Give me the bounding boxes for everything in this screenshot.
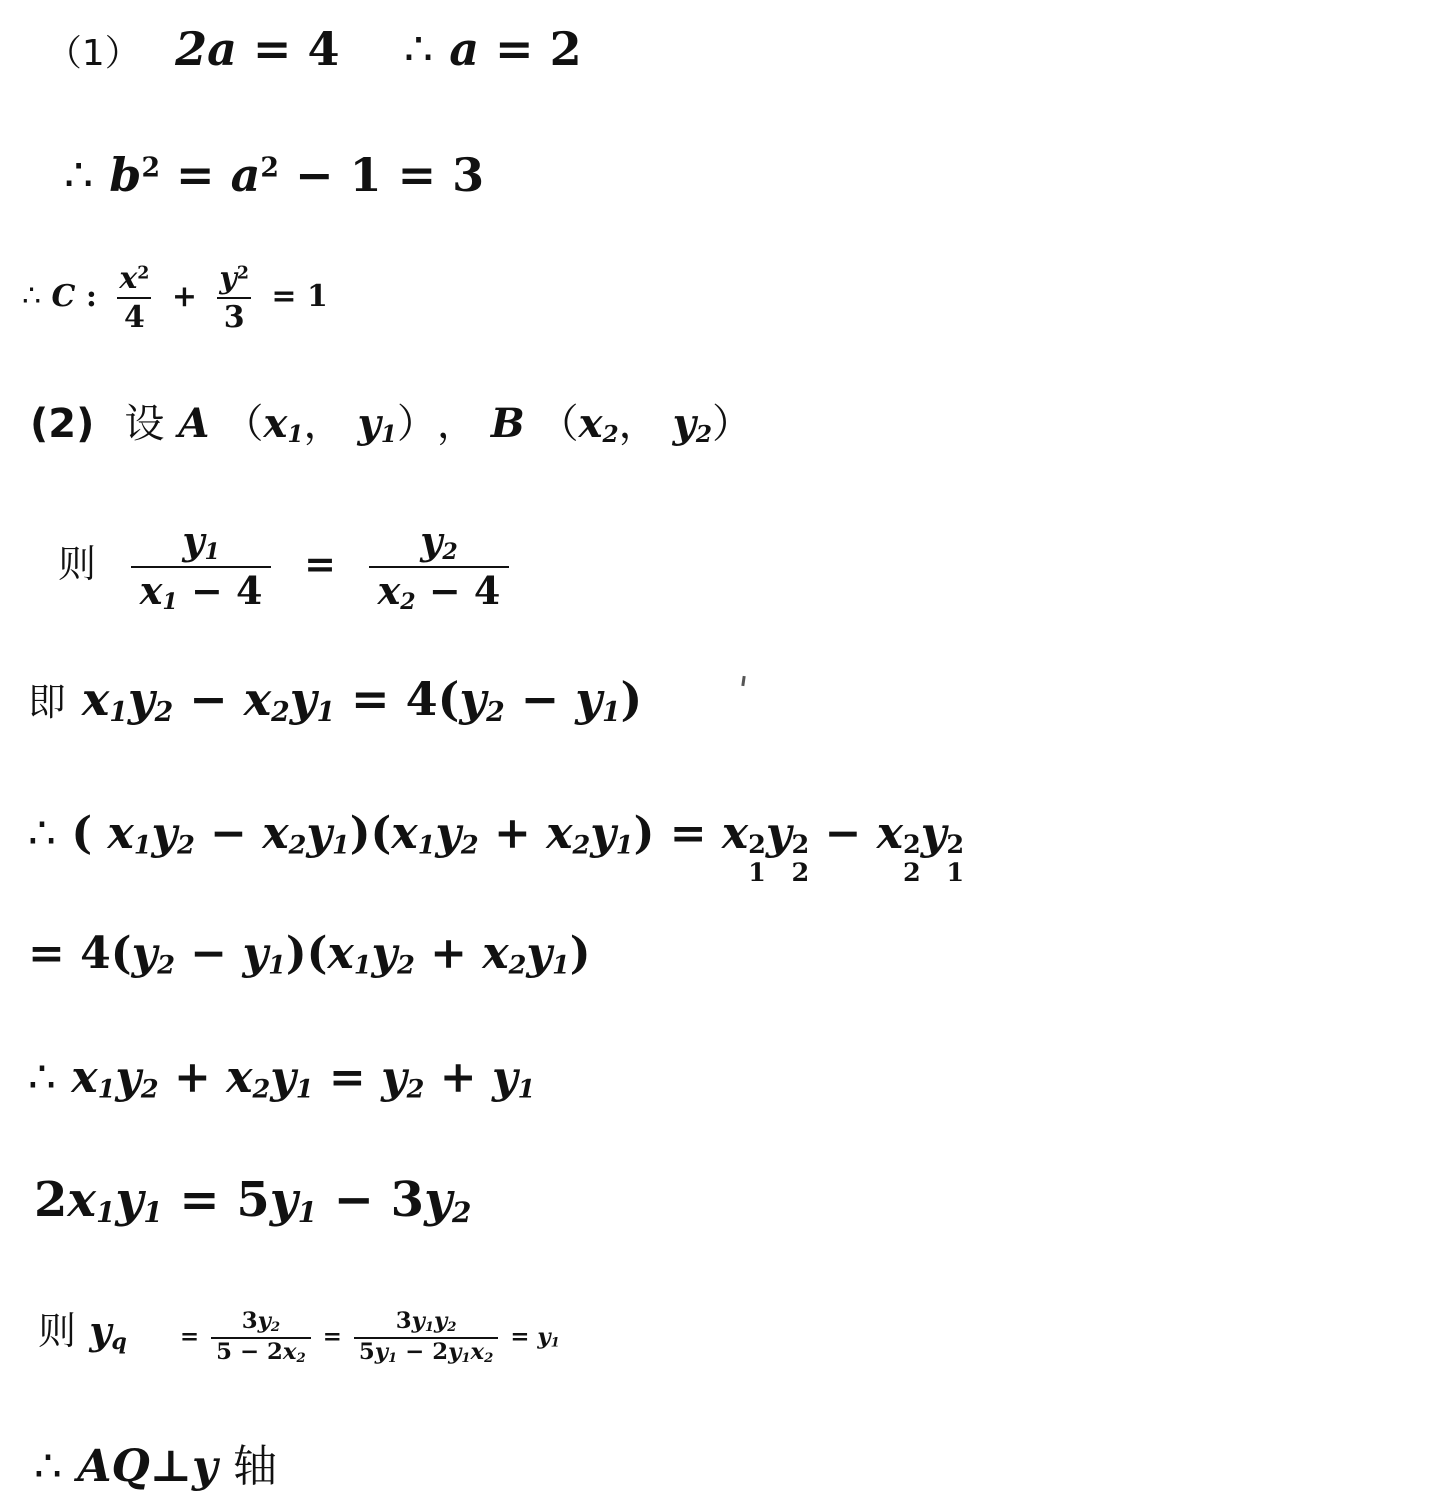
coord-x2: $x_2$ bbox=[578, 400, 619, 449]
char-axis: 轴 bbox=[233, 1441, 278, 1492]
variable-yq: $y_q$ bbox=[89, 1308, 127, 1355]
expression-a-equals-2: ∴ a = 2 bbox=[403, 22, 582, 76]
coord-y2: $y_2$ bbox=[672, 400, 713, 449]
expression-factored: = $4(y_2 - y_1)(x_1y_2 + x_2y_1)$ bbox=[28, 928, 591, 981]
solution-line-6 bbox=[28, 672, 642, 728]
solution-line-2 bbox=[64, 148, 484, 202]
solution-line-7 bbox=[28, 808, 964, 887]
solution-line-11 bbox=[38, 1300, 560, 1367]
expression-yq-chain: = $\frac{3y_2}{5 - 2x_2}$ = $\frac{3y_1y_2}{5y_1 - 2y_1x_2}$ = $y_1$ bbox=[180, 1308, 560, 1367]
expression-product-difference: ∴ ( $x_1y_2 - x_2y_1)(x_1y_2 + x_2y_1) = x$ 2 1 y 2 2 − x 2 2 y 2 1 bbox=[28, 808, 965, 889]
coord-y1: $y_1$ bbox=[357, 400, 397, 449]
comma-B: ， bbox=[618, 401, 659, 447]
paren-close-A: ） bbox=[396, 401, 437, 447]
solution-line-4 bbox=[30, 392, 752, 449]
expression-slope-equality: $\frac{y_1}{x_1 - 4}$ = $\frac{y_2}{x_2 - 4}$ bbox=[125, 520, 516, 615]
coord-x1: $x_1$ bbox=[263, 400, 304, 449]
comma-A: ， bbox=[303, 401, 344, 447]
char-then-2: 则 bbox=[38, 1309, 77, 1353]
stray-ink-mark bbox=[741, 676, 745, 686]
paren-open-A: （ bbox=[223, 401, 264, 447]
solution-line-1 bbox=[46, 22, 582, 76]
solution-line-8 bbox=[28, 928, 591, 981]
point-A: A bbox=[178, 400, 210, 447]
char-namely: 即 bbox=[28, 680, 66, 724]
point-B: B bbox=[490, 400, 525, 447]
char-set: 设 bbox=[124, 401, 165, 447]
char-then-1: 则 bbox=[58, 541, 97, 586]
expression-b-squared: ∴ $b^2 = a^2 - 1 = 3$ bbox=[64, 148, 485, 202]
paren-open-B: （ bbox=[538, 401, 579, 447]
solution-line-12 bbox=[34, 1430, 277, 1494]
part-label-2: (2) bbox=[30, 401, 95, 447]
solution-line-10 bbox=[34, 1172, 471, 1229]
expression-sum-equality: ∴ $x_1y_2 + x_2y_1 = y_2 + y_1$ bbox=[28, 1052, 536, 1105]
expression-2x1y1: $2x_1y_1 = 5y_1 - 3y_2$ bbox=[34, 1172, 472, 1230]
solution-line-5 bbox=[58, 520, 516, 615]
solution-line-9 bbox=[28, 1052, 535, 1105]
expression-2a-equals-4: 2a = 4 bbox=[175, 22, 340, 76]
part-label-1: （1） bbox=[46, 33, 141, 74]
solution-line-3 bbox=[22, 262, 328, 334]
expression-cross-multiplied: $x_1y_2 - x_2y_1 = 4(y_2 - y_1)$ bbox=[81, 672, 643, 728]
paren-close-B: ） bbox=[712, 401, 753, 447]
conclusion-AQ-perp-y: ∴ AQ⊥y bbox=[34, 1441, 218, 1492]
expression-ellipse-equation: ∴ C : $\frac{x^2}{4}$ + $\frac{y^2}{3}$ = 1 bbox=[22, 261, 328, 335]
comma-between-points: ， bbox=[436, 401, 477, 447]
